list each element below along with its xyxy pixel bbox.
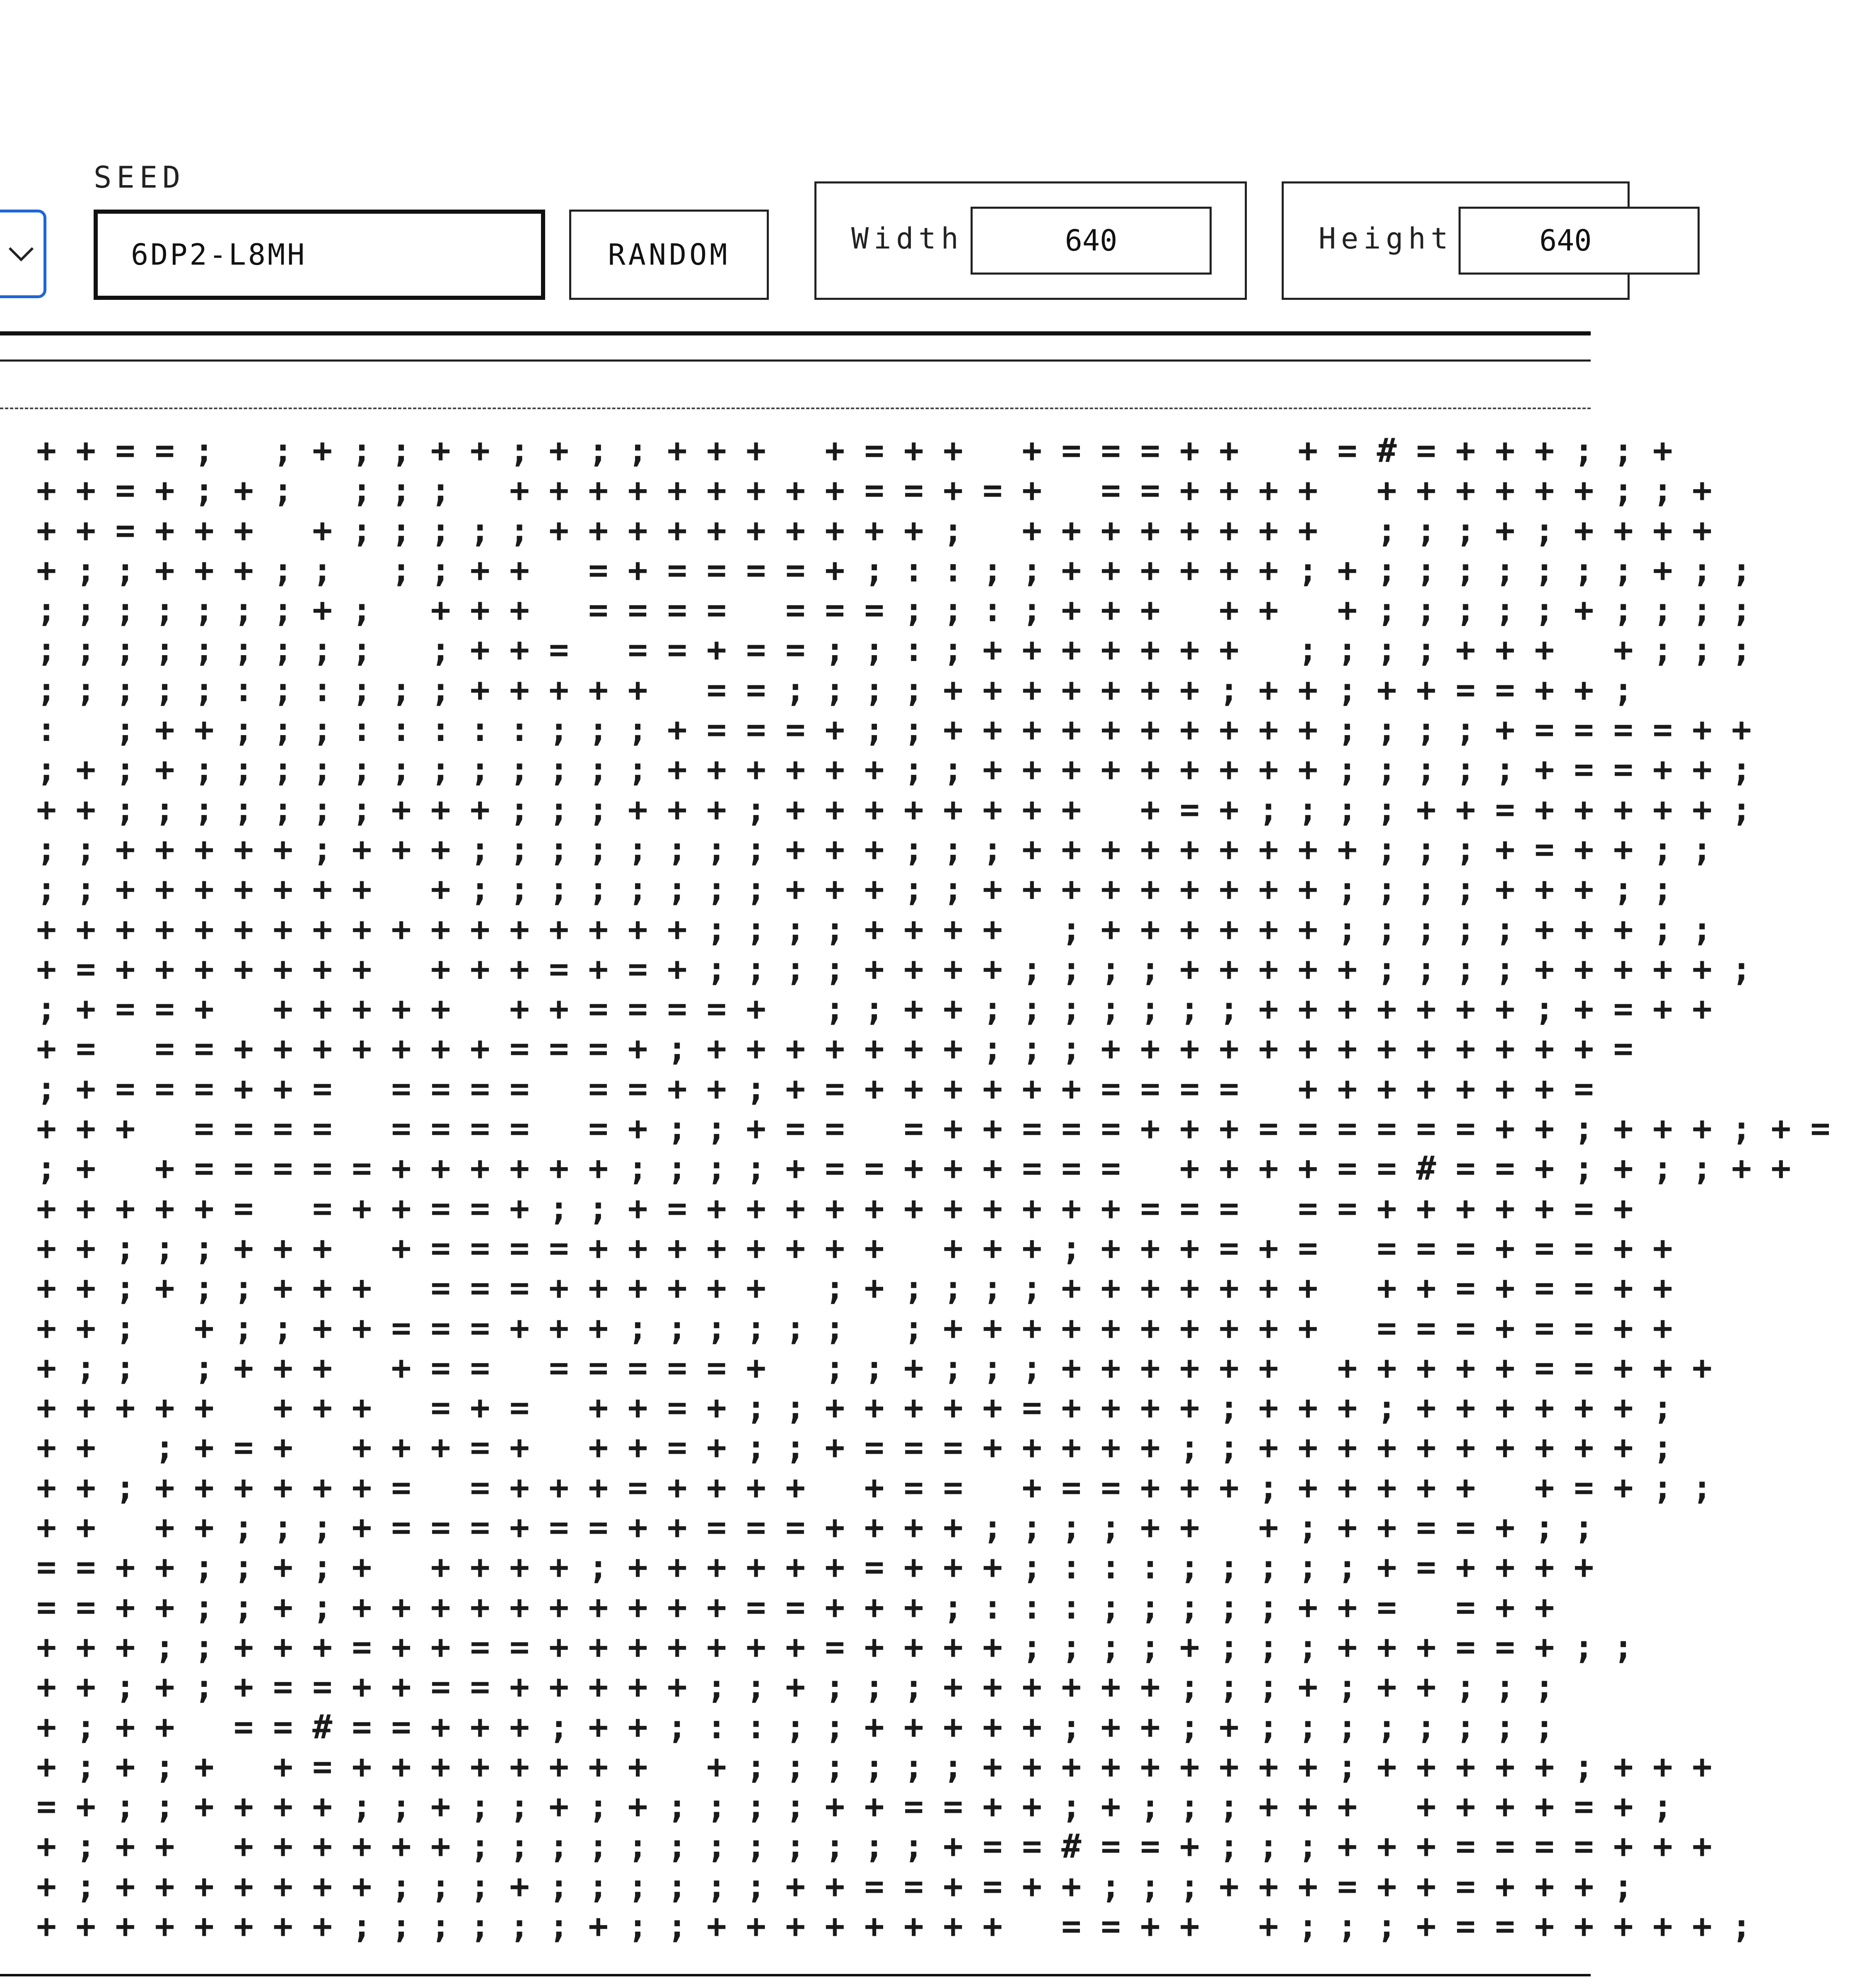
options-dropdown[interactable] (0, 210, 46, 298)
width-group (814, 181, 1247, 300)
toolbar-divider (0, 331, 1591, 335)
width-input[interactable] (971, 207, 1212, 275)
ascii-canvas (0, 431, 1850, 1974)
seed-label: SEED (94, 160, 186, 195)
height-group (1282, 181, 1630, 300)
random-button[interactable]: RANDOM (569, 210, 769, 300)
height-input[interactable] (1459, 207, 1700, 275)
canvas-bottom-border (0, 1974, 1591, 1976)
height-label: Height (1319, 222, 1453, 256)
seed-input[interactable] (94, 210, 545, 300)
chevron-down-icon (8, 246, 34, 262)
dashed-divider (0, 408, 1591, 409)
ascii-art-text: ++==; ;+;;++;+;;+++ +=++ +===++ +=#=+++;;+ ++=+;+; ;;; +++++++++==+=+ ==++++ ++++++;;+ ++=+++ +;;;;;++++++++++; ++++++++ ;;;+;++++ +;;+++;; ;;++ =+====+;::;;++++++;+;;;;;;;+;; ;;;;;;;+; +++ ==== ===;;:;+++ ++ +;;;;;+;;;; ;;;;;;;;; ;++= ==+==;;:;+++++++ ;;;;+++ +;;; ;;;;;:;:;;;+++++ ==;;;;+++++++;++;++==++; : ;++;;;:::::;;;+===+;;++++++++++;;;;+====++ ;+;+;;;;;;;;;;;;++++++;;+++++++++;;;;;+==++; ++;;;;;;;+++;;;+++;++++++++ +=+;;;;++=+++++; ;;+++++;+++;;;;;;;;+++;;;+++++++++;;;+=++;; ;;+++++++ +;;;;;;;;+++;;+++++++++;;;;+++;; +++++++++++++++++;;;;++++ ;++++++;;;;;+++;; +=+++++++ +++=+=+;;;;++++;;;;+++++;;;;+++++; ;+==+ +++++ ++====+ ;;++;;;;;;;+++++++;+=++ += ==+++++++===+;+++++++;;;+++++++++++++= ;+===++= ==== ==++;+=++++++==== +++++++= +++ ==== ==== =+;;+== =++===+++======++;+++;+= ;+ +=====++++++;;;;+==+++=== ++++==#==+;+;;++ +++++= =++==+;;+=+++++++++++=== ==+++++=+ ++;;;+++ +====++++++++ +++;+++=+= ===+==++ ++;+;;+++ ===++++++ ;+;;;;+++++++ ++=+==++ ++; +;;++===+++;;;;;; ;++++++++++ ===+==++ +;; ;+++ +== =====+ ;;+;;;++++++ +++++==+++ +++++ +++ =+= ++=+;;+++++=++++;+++;++++++; ++ ;+=+ +++=+ ++=+;;+===+++++;;++++++++++; ++;++++++= =+++=++++ +== +==+++;+++++ +=+;; ++ ++;;;+===+==++===++++;;;;++ +;++==+;; ==++;;+;+ ++++;++++++=+++;:::;;;;;+=++++ ==++;;+;++++++++++==+++;:::;;;;;++= =++ +++;;+++=++==+++++++=++++;;;;+;;;+++==+;; ++;+;+==++==+++++;;+;;;++++++;;;+;++;;; +;++ ==#==+++;++;::;;+++++;++;+;;;;;;;; +;+;+ +=++++++++ +;;;;;;+++++++++;+++++;+++ =+;;++++;;+;;+;+;;;;++==++;+;;;+++ ++++=+; +;++ ++++++;;;;;;;;;;;;+==#==+;;;+++====+++ +;+++++++;;;+;;;;;;++==+=++;;;+++=++=+++; ++++++++;;;;;;+;;++++++++ ==++ +;;;+==+++++; (36, 431, 1850, 1945)
section-divider (0, 359, 1591, 362)
width-label: Width (851, 222, 964, 256)
